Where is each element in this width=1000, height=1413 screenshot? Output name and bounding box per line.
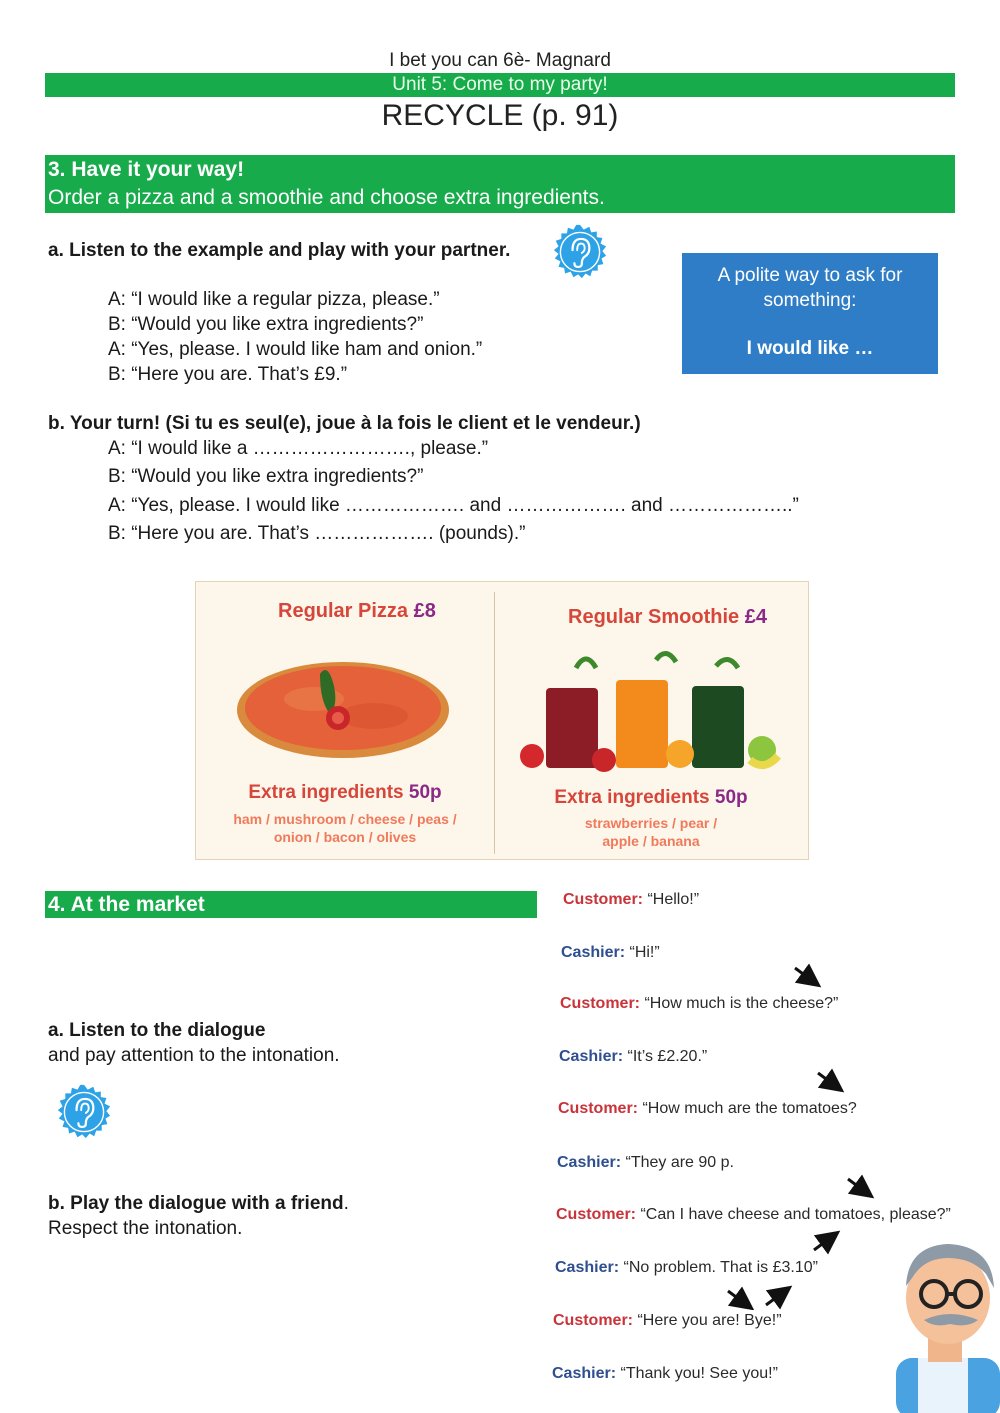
page-title: RECYCLE (p. 91) bbox=[381, 99, 619, 132]
example-line-3: A: “Yes, please. I would like ham and onion.” bbox=[108, 339, 483, 360]
dialogue-line: Customer: “How much is the cheese?” bbox=[560, 995, 839, 1012]
part-b-instruction: b. Your turn! (Si tu es seul(e), joue à la fois le client et le vendeur.) bbox=[48, 413, 641, 434]
falling-arrow-icon bbox=[728, 1291, 747, 1305]
pizza-options-line-2: onion / bacon / olives bbox=[273, 829, 417, 845]
section-3-banner bbox=[45, 155, 955, 213]
section-4-part-a bbox=[48, 1020, 265, 1042]
your-turn-line-1: A: “I would like a ……………………., please.” bbox=[108, 438, 489, 459]
smoothie-options-line-1: strawberries / pear / bbox=[584, 815, 718, 831]
dialogue-line: Cashier: “It’s £2.20.” bbox=[559, 1048, 708, 1065]
part-b-period: . bbox=[343, 1193, 349, 1214]
listen-ear-icon[interactable] bbox=[56, 1084, 112, 1140]
part-a-instruction: a. Listen to the example and play with your partner. bbox=[48, 240, 511, 261]
dialogue-line: Customer: “Hello!” bbox=[563, 891, 700, 908]
falling-arrow-icon bbox=[818, 1073, 837, 1087]
part-b-detail: Respect the intonation. bbox=[48, 1218, 243, 1239]
dialogue-line: Cashier: “Hi!” bbox=[561, 944, 660, 961]
smoothie-price: £4 bbox=[744, 606, 767, 628]
polite-tip-phrase: I would like … bbox=[746, 338, 874, 359]
part-a-detail: and pay attention to the intonation. bbox=[48, 1045, 340, 1066]
pizza-image bbox=[234, 644, 452, 764]
part-b-heading: b. Play the dialogue with a friend bbox=[48, 1193, 344, 1214]
example-line-2: B: “Would you like extra ingredients?” bbox=[108, 314, 424, 335]
rising-arrow-icon bbox=[766, 1291, 785, 1305]
smoothie-options bbox=[496, 814, 806, 850]
section-4-part-b bbox=[48, 1193, 349, 1215]
cashier-illustration bbox=[888, 1228, 1000, 1413]
your-turn-line-4: B: “Here you are. That’s ………………. (pounds).” bbox=[108, 523, 526, 544]
smoothie-extra-label: Extra ingredients 50p bbox=[554, 787, 748, 808]
example-line-4: B: “Here you are. That’s £9.” bbox=[108, 364, 348, 385]
dialogue-line: Customer: “How much are the tomatoes? bbox=[558, 1100, 857, 1117]
pizza-options bbox=[206, 810, 484, 846]
dialogue-line: Customer: “Can I have cheese and tomatoes, please?” bbox=[556, 1206, 951, 1223]
polite-tip-text: A polite way to ask for something: bbox=[717, 265, 903, 311]
rising-arrow-icon bbox=[814, 1236, 833, 1250]
section-3-title: 3. Have it your way! bbox=[48, 158, 245, 181]
pizza-price: £8 bbox=[413, 600, 436, 622]
smoothie-title: Regular Smoothie £4 bbox=[568, 606, 767, 628]
section-4-banner: 4. At the market bbox=[45, 891, 537, 918]
falling-arrow-icon bbox=[848, 1179, 867, 1193]
pizza-extra-label: Extra ingredients 50p bbox=[248, 782, 442, 803]
pizza-title: Regular Pizza £8 bbox=[278, 600, 436, 622]
polite-tip-box bbox=[682, 253, 938, 374]
your-turn-line-3: A: “Yes, please. I would like ………………. and ………………. and ………………..” bbox=[108, 495, 799, 516]
smoothie-image bbox=[516, 648, 786, 778]
listen-ear-icon[interactable] bbox=[552, 224, 608, 280]
dialogue-line: Cashier: “They are 90 p. bbox=[557, 1154, 734, 1171]
example-line-1: A: “I would like a regular pizza, please.” bbox=[108, 289, 440, 310]
smoothie-options-line-2: apple / banana bbox=[602, 833, 700, 849]
book-title: I bet you can 6è- Magnard bbox=[389, 50, 611, 71]
dialogue-line: Customer: “Here you are! Bye!” bbox=[553, 1312, 782, 1329]
dialogue-line: Cashier: “No problem. That is £3.10” bbox=[555, 1259, 818, 1276]
dialogue-line: Cashier: “Thank you! See you!” bbox=[552, 1365, 778, 1382]
part-a-heading: a. Listen to the dialogue bbox=[48, 1020, 266, 1041]
pizza-extra-price: 50p bbox=[408, 782, 442, 803]
menu-divider bbox=[494, 592, 495, 854]
falling-arrow-icon bbox=[795, 968, 814, 982]
section-3-subtitle: Order a pizza and a smoothie and choose extra ingredients. bbox=[48, 186, 605, 209]
unit-banner: Unit 5: Come to my party! bbox=[45, 73, 955, 97]
menu-card bbox=[195, 581, 809, 860]
your-turn-line-2: B: “Would you like extra ingredients?” bbox=[108, 466, 424, 487]
smoothie-extra-price: 50p bbox=[714, 787, 748, 808]
pizza-options-line-1: ham / mushroom / cheese / peas / bbox=[233, 811, 457, 827]
